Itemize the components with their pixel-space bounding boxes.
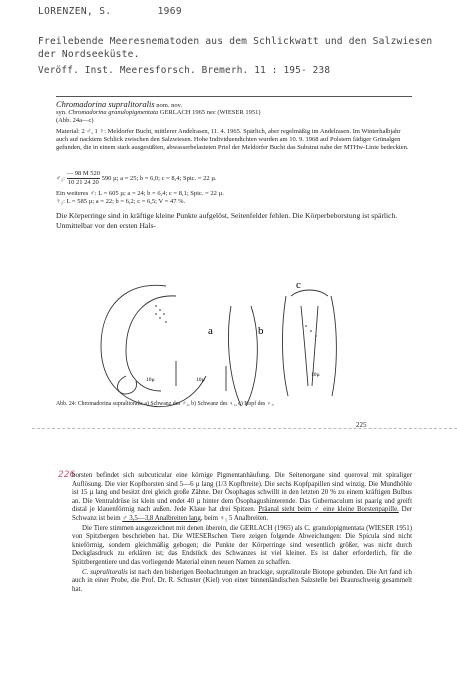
page-divider — [32, 428, 457, 429]
fig-c-head — [282, 290, 336, 396]
p1-end-2: , beim ♀₁ 5 Analbreiten. — [200, 514, 269, 522]
species-suffix: nom. nov. — [154, 102, 183, 109]
fig-b-outline — [228, 306, 257, 406]
formula-left: ♂₁: — [56, 174, 65, 182]
fig-a-outline — [101, 285, 206, 406]
syn-prefix: syn. — [56, 109, 69, 116]
fig-scale-label-3: 10µ — [311, 372, 320, 378]
reference-journal: Veröff. Inst. Meeresforsch. Bremerh. 11 : 195- 238 — [38, 65, 331, 76]
p1-end: Der Schwanz ist beim — [72, 506, 412, 522]
syn-authority: GERLACH 1965 nec (WIESER 1951) — [158, 109, 261, 116]
formula-fraction — [67, 170, 100, 187]
paragraph-1 — [72, 472, 412, 524]
measurement-female: ♀₁: L = 585 µ; a = 22; b = 6,2; c = 6,5; V = 47 %. — [56, 198, 186, 205]
figure-reference: (Abb. 24a—c) — [56, 117, 94, 124]
fig-scale-label-1: 10µ — [146, 377, 155, 383]
synonym-line — [56, 109, 412, 117]
reference-year: 1969 — [157, 6, 183, 17]
page-226 — [72, 472, 412, 594]
figure-caption: Abb. 24: Chromadorina supralitoralis a) Schwanz des ♂₁, b) Schwanz des ♀₁, c) Kopf des ♀₁. — [56, 401, 275, 407]
syn-species: Chromadorina granulopigmentata — [68, 109, 159, 116]
material-paragraph: Material: 2 ♂, 1 ♀: Meldorfer Bucht, mittlerer Andelrasen, 11. 4. 1965. Spärlich, aber regelmäßig im Andelrasen. Im Winterhalbjahr auch auf nacktem Schlick zwischen den Salzwiesen. Hohe Individuendichten wurden am 10. 9. 1968 auf Polstern fädiger Grünalgen gefunden, die in einem stark ausgesüßten, abwasserbelasteten Priel der Meldorfer Bucht das Substrat nahe der MTHw-Linie bedeckten. — [56, 128, 409, 151]
p3-text: ist nach den bisherigen Beobachtungen an brackige, supralitorale Biotope gebunden. Die Art fand ich auch in einer Probe, die Prof. Dr. R. Schuster (Kiel) von einer binnenländischen Salzstelle bei Braunschweig gesammelt hat. — [72, 568, 412, 593]
handwritten-page-number: 226 — [58, 470, 76, 480]
reference-title: Freilebende Meeresnematoden aus dem Schlickwatt und den Salzwiesen der Nordseeküste. — [38, 36, 433, 60]
fig-a-tail — [117, 376, 136, 394]
fig-label-a: a — [208, 325, 213, 337]
p1-start: borsten befindet sich subcuticular eine körnige Pigmentanhäufung. Die Seitenorgane sind queroval mit spiraliger Auflösung. Die vier Kopfborsten sind 5—6 µ lang (1/3 Kopfbreite). Die sechs Kopfpapillen sind winzig. Die Mundhöhle ist 15 µ lang und besitzt drei gleich große Zähne. Der Ösophagus schwillt in den letzten 20 % zu einem kräftigen Bulbus an. Die Ventraldrüse ist klein und endet 40 µ hinter dem Ösophagushinterende. Das Gubernaculum ist paarig und greift distal je klauenförmig nach außen. Jede Klaue hat drei Spitzen. — [72, 472, 412, 514]
fig-label-c: c — [296, 279, 301, 291]
p1-underlined-2: ♂ 3,5—3,8 Analbreiten lang — [122, 514, 201, 522]
formula-right: 590 µ; a = 25; b = 6,0; c = 8,4; Spic. = 22 µ. — [101, 174, 217, 182]
measurement-formula — [56, 170, 412, 187]
measurement-male-2: Ein weiteres ♂: L = 605 µ; a = 24; b = 6,4; c = 8,1; Spic. = 22 µ. — [56, 190, 224, 197]
formula-bottom: 10 21 24 20 — [67, 179, 99, 186]
reference-author-line — [38, 6, 182, 17]
header-rule — [56, 96, 412, 97]
p3-species: C. supralitoralis — [82, 568, 128, 576]
body-paragraph: Die Körperringe sind in kräftige kleine Punkte aufgelöst, Seitenfelder fehlen. Die Körperbeborstung ist spärlich. Unmittelbar vor den ersten Hals- — [56, 211, 398, 230]
formula-top: — 98 M 520 — [66, 170, 100, 177]
page-number: 225 — [356, 421, 367, 429]
species-name: Chromadorina supralitoralis — [56, 99, 155, 109]
p1-underlined: Präanal steht beim ♂ eine kleine Borstenpapille. — [258, 506, 399, 514]
figure-24-drawing — [56, 266, 416, 486]
reference-author: LORENZEN, S. — [38, 6, 112, 17]
paragraph-3 — [72, 569, 412, 595]
fig-label-b: b — [258, 325, 264, 337]
paragraph-2: Die Tiere stimmen ausgezeichnet mit denen überein, die GERLACH (1965) als C. granulopigmentata (WIESER 1951) von Spitzbergen beschrieben hat. Die WIESERschen Tiere zeigen folgende Abweichungen: Die Spicula sind nicht knieförmig, sondern gleichmäßig gebogen; die Punkte der Körperringe sind wesentlich größer, was nicht durch Deckglasdruck zu erklären ist; das Endstück des Schwanzes ist viel kleiner. Es ist daher erforderlich, für die Spitzbergentiere und das vorliegende Material einen neuen Namen zu schaffen. — [72, 524, 412, 566]
fig-scale-label-2: 10µ — [196, 377, 205, 383]
